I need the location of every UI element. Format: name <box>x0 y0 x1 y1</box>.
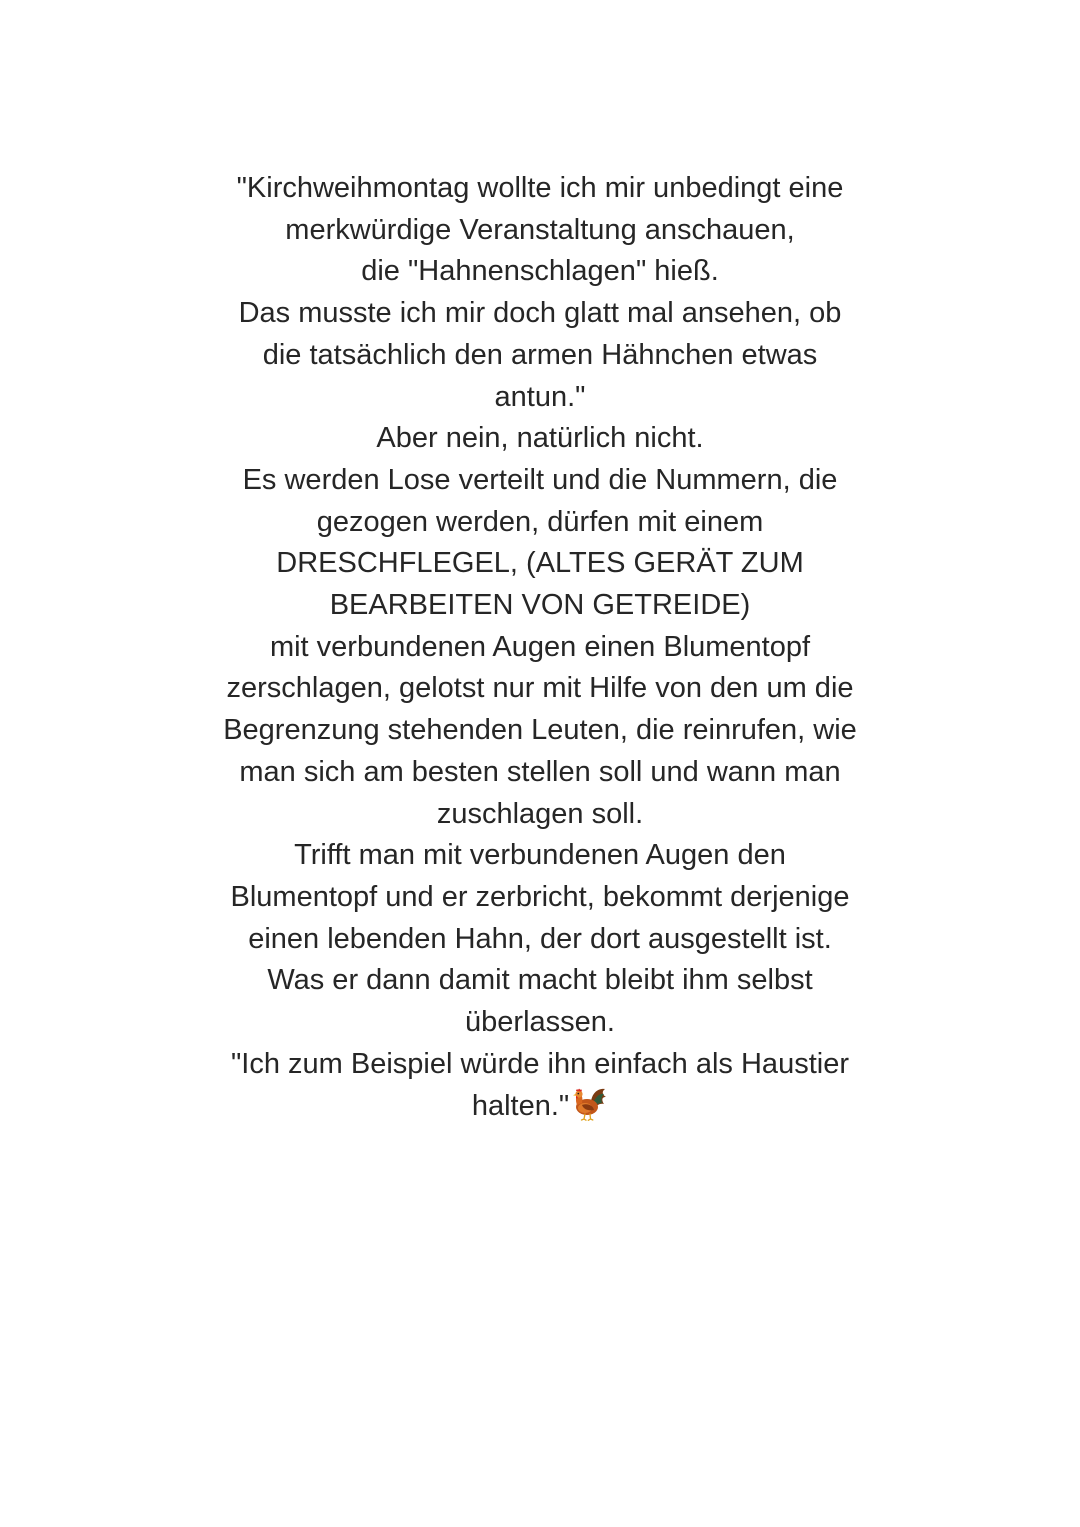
text-line-7: Aber nein, natürlich nicht. <box>376 422 704 455</box>
story-text <box>150 168 930 1128</box>
rooster-icon <box>570 1085 608 1121</box>
text-line-1: "Kirchweihmontag wollte ich mir unbedingt eine <box>236 172 844 204</box>
text-line-18: Blumentopf und er zerbricht, bekommt derjenige <box>230 880 850 913</box>
text-line-11: BEARBEITEN VON GETREIDE) <box>329 589 751 622</box>
text-line-14: Begrenzung stehenden Leuten, die reinrufen, wie <box>223 714 857 747</box>
text-line-9: gezogen werden, dürfen mit einem <box>316 505 764 538</box>
text-line-10: DRESCHFLEGEL, (ALTES GERÄT ZUM <box>276 547 804 580</box>
text-line-23-text: halten." <box>471 1090 570 1123</box>
text-line-16: zuschlagen soll. <box>436 797 644 830</box>
text-line-12: mit verbundenen Augen einen Blumentopf <box>269 630 811 663</box>
text-line-23 <box>150 1085 930 1128</box>
text-line-5: die tatsächlich den armen Hähnchen etwas <box>262 338 818 371</box>
text-line-20: Was er dann damit macht bleibt ihm selbst <box>267 964 813 997</box>
text-line-21: überlassen. <box>465 1006 615 1039</box>
text-line-2: merkwürdige Veranstaltung anschauen, <box>285 213 795 246</box>
text-line-15: man sich am besten stellen soll und wann man <box>239 755 841 788</box>
text-line-13: zerschlagen, gelotst nur mit Hilfe von den um die <box>226 672 854 705</box>
text-line-19: einen lebenden Hahn, der dort ausgestellt ist. <box>248 922 832 955</box>
text-line-22: "Ich zum Beispiel würde ihn einfach als Haustier <box>231 1047 849 1080</box>
text-line-3: die "Hahnenschlagen" hieß. <box>361 255 719 288</box>
text-line-6: antun." <box>494 380 586 413</box>
text-line-4: Das musste ich mir doch glatt mal ansehen, ob <box>238 297 842 330</box>
text-line-8: Es werden Lose verteilt und die Nummern, die <box>242 463 838 496</box>
text-line-17: Trifft man mit verbundenen Augen den <box>294 839 786 872</box>
